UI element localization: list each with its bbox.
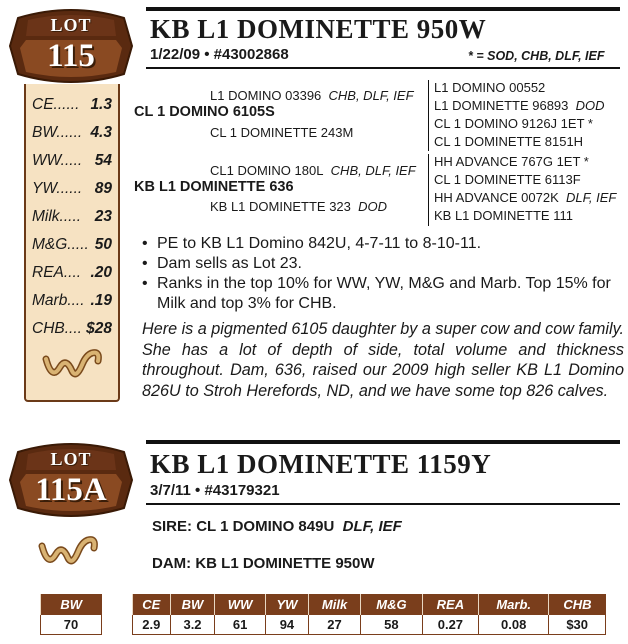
bw-value: 70 xyxy=(41,615,102,635)
epd-value: 3.2 xyxy=(170,615,215,635)
header-rule xyxy=(146,7,620,11)
epd-header: BW xyxy=(170,594,215,615)
sire-ggp-2: L1 DOMINETTE 96893 DOD xyxy=(434,98,605,113)
animal-title: KB L1 DOMINETTE 950W xyxy=(150,14,487,44)
lot-word: LOT xyxy=(50,15,92,35)
dam-ggp-2: CL 1 DOMINETTE 6113F xyxy=(434,172,581,187)
dam-name: KB L1 DOMINETTE 636 xyxy=(134,179,294,195)
epd-header: REA xyxy=(422,594,478,615)
epd-value: 94 xyxy=(265,615,308,635)
epd-header: WW xyxy=(215,594,265,615)
epd-value: 58 xyxy=(360,615,422,635)
lot-word: LOT xyxy=(50,449,92,469)
epd-header: CHB xyxy=(549,594,606,615)
lot-notes xyxy=(142,234,620,314)
sire-dam: CL 1 DOMINETTE 243M xyxy=(210,125,354,140)
header-underline xyxy=(146,503,620,505)
lot-badge xyxy=(4,440,138,520)
dam-ggp-4: KB L1 DOMINETTE 111 xyxy=(434,208,573,223)
sire-ggp-1: L1 DOMINO 00552 xyxy=(434,80,546,95)
epd-value: 0.08 xyxy=(478,615,548,635)
epd-value: 0.27 xyxy=(422,615,478,635)
lot-description: Here is a pigmented 6105 daughter by a super cow and cow family. She has a lot of depth of side, total volume and thickness throughout. Dam, 636, raised our 2009 high seller KB L1 Domino 826U to Stroh Herefords, ND, and we have some top 826 calves. xyxy=(142,320,624,400)
birth-weight-table xyxy=(40,594,102,635)
sire-ggp-3: CL 1 DOMINO 9126J 1ET * xyxy=(434,116,593,131)
abbreviation-key: * = SOD, CHB, DLF, IEF xyxy=(468,49,605,63)
pedigree-divider xyxy=(428,154,429,226)
lot-badge xyxy=(4,6,138,86)
sire-sire: L1 DOMINO 03396 CHB, DLF, IEF xyxy=(210,88,414,103)
dam-ggp-3: HH ADVANCE 0072K DLF, IEF xyxy=(434,190,617,205)
birth-registration: 3/7/11 • #43179321 xyxy=(150,482,280,499)
note-item: • Ranks in the top 10% for WW, YW, M&G and Marb. Top 15% for Milk and top 3% for CHB. xyxy=(142,274,620,314)
epd-header: Milk xyxy=(309,594,361,615)
brand-icon xyxy=(36,536,100,581)
epd-value: 2.9 xyxy=(133,615,171,635)
epd-value: 27 xyxy=(309,615,361,635)
sire-line: SIRE: CL 1 DOMINO 849U DLF, IEF xyxy=(152,518,402,535)
bw-header: BW xyxy=(41,594,102,615)
epd-header: Marb. xyxy=(478,594,548,615)
pedigree-divider xyxy=(428,80,429,151)
animal-title: KB L1 DOMINETTE 1159Y xyxy=(150,449,492,479)
epd-header: M&G xyxy=(360,594,422,615)
note-item: • PE to KB L1 Domino 842U, 4-7-11 to 8-10-11. xyxy=(142,234,620,254)
epd-value: $30 xyxy=(549,615,606,635)
dam-sire: CL1 DOMINO 180L CHB, DLF, IEF xyxy=(210,163,416,178)
epd-panel: CE...... 1.3 BW...... 4.3 WW..... 54 YW...... 89 Milk..... 23 M&G..... 50 REA.... .20 Marb.... .19 CHB.... $28 xyxy=(24,84,120,402)
epd-value: 61 xyxy=(215,615,265,635)
epd-header: CE xyxy=(133,594,171,615)
header-rule xyxy=(146,440,620,444)
dam-ggp-1: HH ADVANCE 767G 1ET * xyxy=(434,154,589,169)
brand-icon xyxy=(40,349,104,394)
header-underline xyxy=(146,67,620,69)
lot-number: 115 xyxy=(47,38,95,74)
lot-number: 115A xyxy=(35,472,107,508)
birth-registration: 1/22/09 • #43002868 xyxy=(150,46,289,63)
sire-name: CL 1 DOMINO 6105S xyxy=(134,104,275,120)
sire-ggp-4: CL 1 DOMINETTE 8151H xyxy=(434,134,584,149)
epd-table xyxy=(132,594,606,635)
note-item: • Dam sells as Lot 23. xyxy=(142,254,620,274)
dam-line: DAM: KB L1 DOMINETTE 950W xyxy=(152,555,375,572)
epd-header: YW xyxy=(265,594,308,615)
dam-dam: KB L1 DOMINETTE 323 DOD xyxy=(210,199,388,214)
